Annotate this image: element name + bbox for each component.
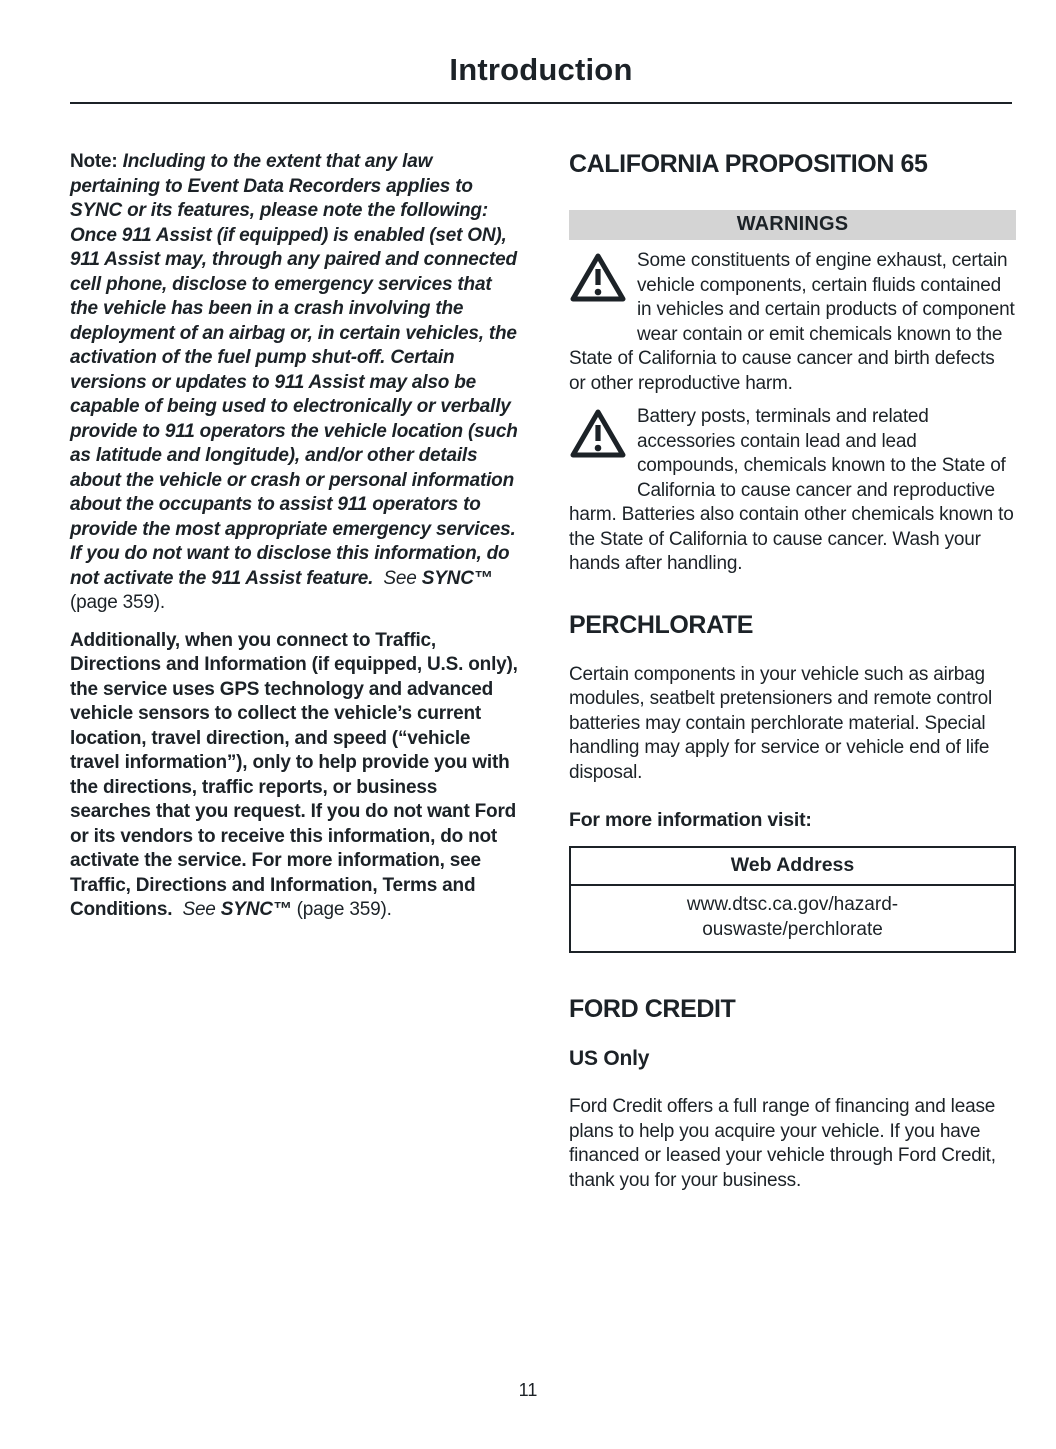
perchlorate-body: Certain components in your vehicle such as airbag modules, seatbelt pretensioners and remote control batteries may contain perchlorate material. Special handling may apply for service or vehicle end of life disposal. xyxy=(569,663,993,783)
ford-credit-heading: FORD CREDIT xyxy=(569,995,736,1023)
traffic-directions-body: Additionally, when you connect to Traffic, Directions and Information (if equipped, U.S. only), the service uses GPS technology and advanced vehicle sensors to collect the vehicle’s current location, travel direction, and speed (“vehicle travel information”), only to help provide you with the directions, traffic reports, or business searches that you request. If you do not want Ford or its vendors to receive this information, do not activate the service. For more information, see Traffic, Directions and Information, Terms and Conditions. xyxy=(70,629,518,920)
note-see-label: See xyxy=(383,567,417,589)
note-page-reference: (page 359). xyxy=(70,592,165,613)
warning-triangle-icon xyxy=(569,252,627,312)
warnings-header-bar: WARNINGS xyxy=(569,210,1016,240)
warning-text: Some constituents of engine exhaust, certain vehicle components, certain fluids contained in vehicles and certain products of component wear contain or emit chemicals known to the State of California to cause cancer and birth defects or other reproductive harm. xyxy=(569,250,1015,394)
traffic-directions-paragraph xyxy=(70,629,522,923)
warning-triangle-icon xyxy=(569,408,627,468)
left-column xyxy=(70,150,522,1193)
right-column xyxy=(569,150,1016,1193)
note-body: Including to the extent that any law pertaining to Event Data Recorders applies to SYNC or its features, please note the following: Once 911 Assist (if equipped) is enabled (set ON), 911 Assist may, through any paired and connected cell phone, disclose to emergency services that the vehicle has been in a crash involving the deployment of an airbag or, in certain vehicles, the activation of the fuel pump shut-off. Certain versions or updates to 911 Assist may also be capable of being used to electronically or verbally provide to 911 operators the vehicle location (such as latitude and longitude), and/or other details about the vehicle or crash or personal information about the occupants to assist 911 operators to provide the most appropriate emergency services. If you do not want to disclose this information, do not activate the 911 Assist feature. xyxy=(70,151,518,589)
perchlorate-heading: PERCHLORATE xyxy=(569,610,754,639)
note-paragraph xyxy=(70,150,522,616)
traffic-sync-reference: SYNC™ xyxy=(220,899,292,920)
web-url-line1: www.dtsc.ca.gov/hazard- xyxy=(686,894,899,915)
california-prop65-heading: CALIFORNIA PROPOSITION 65 xyxy=(569,150,928,178)
web-address-table xyxy=(569,846,1016,953)
warning-text: Battery posts, terminals and related accessories contain lead and lead compounds, chemicals known to the State of California to cause cancer and reproductive harm. Batteries also contain other chemicals known to the State of California to cause cancer. Wash your hands after handling. xyxy=(569,406,1014,574)
us-only-heading: US Only xyxy=(569,1047,650,1070)
ford-credit-body: Ford Credit offers a full range of financing and lease plans to help you acquire your vehicle. If you have financed or leased your vehicle through Ford Credit, thank you for your business. xyxy=(569,1096,996,1191)
traffic-page-reference: (page 359). xyxy=(296,899,392,920)
title-divider xyxy=(70,102,1012,104)
warning-item-battery xyxy=(569,405,1016,577)
page-title: Introduction xyxy=(449,52,633,87)
content-columns xyxy=(70,150,1015,1193)
note-label: Note: xyxy=(70,151,118,172)
web-address-table-header: Web Address xyxy=(571,848,1014,886)
warning-item-exhaust xyxy=(569,249,1016,396)
note-sync-reference: SYNC™ xyxy=(421,567,493,589)
web-url-line2: ouswaste/perchlorate xyxy=(702,918,883,940)
traffic-see-label: See xyxy=(182,899,216,920)
more-info-label: For more information visit: xyxy=(569,809,812,831)
web-address-value xyxy=(571,886,1014,951)
page-number: 11 xyxy=(518,1380,538,1400)
